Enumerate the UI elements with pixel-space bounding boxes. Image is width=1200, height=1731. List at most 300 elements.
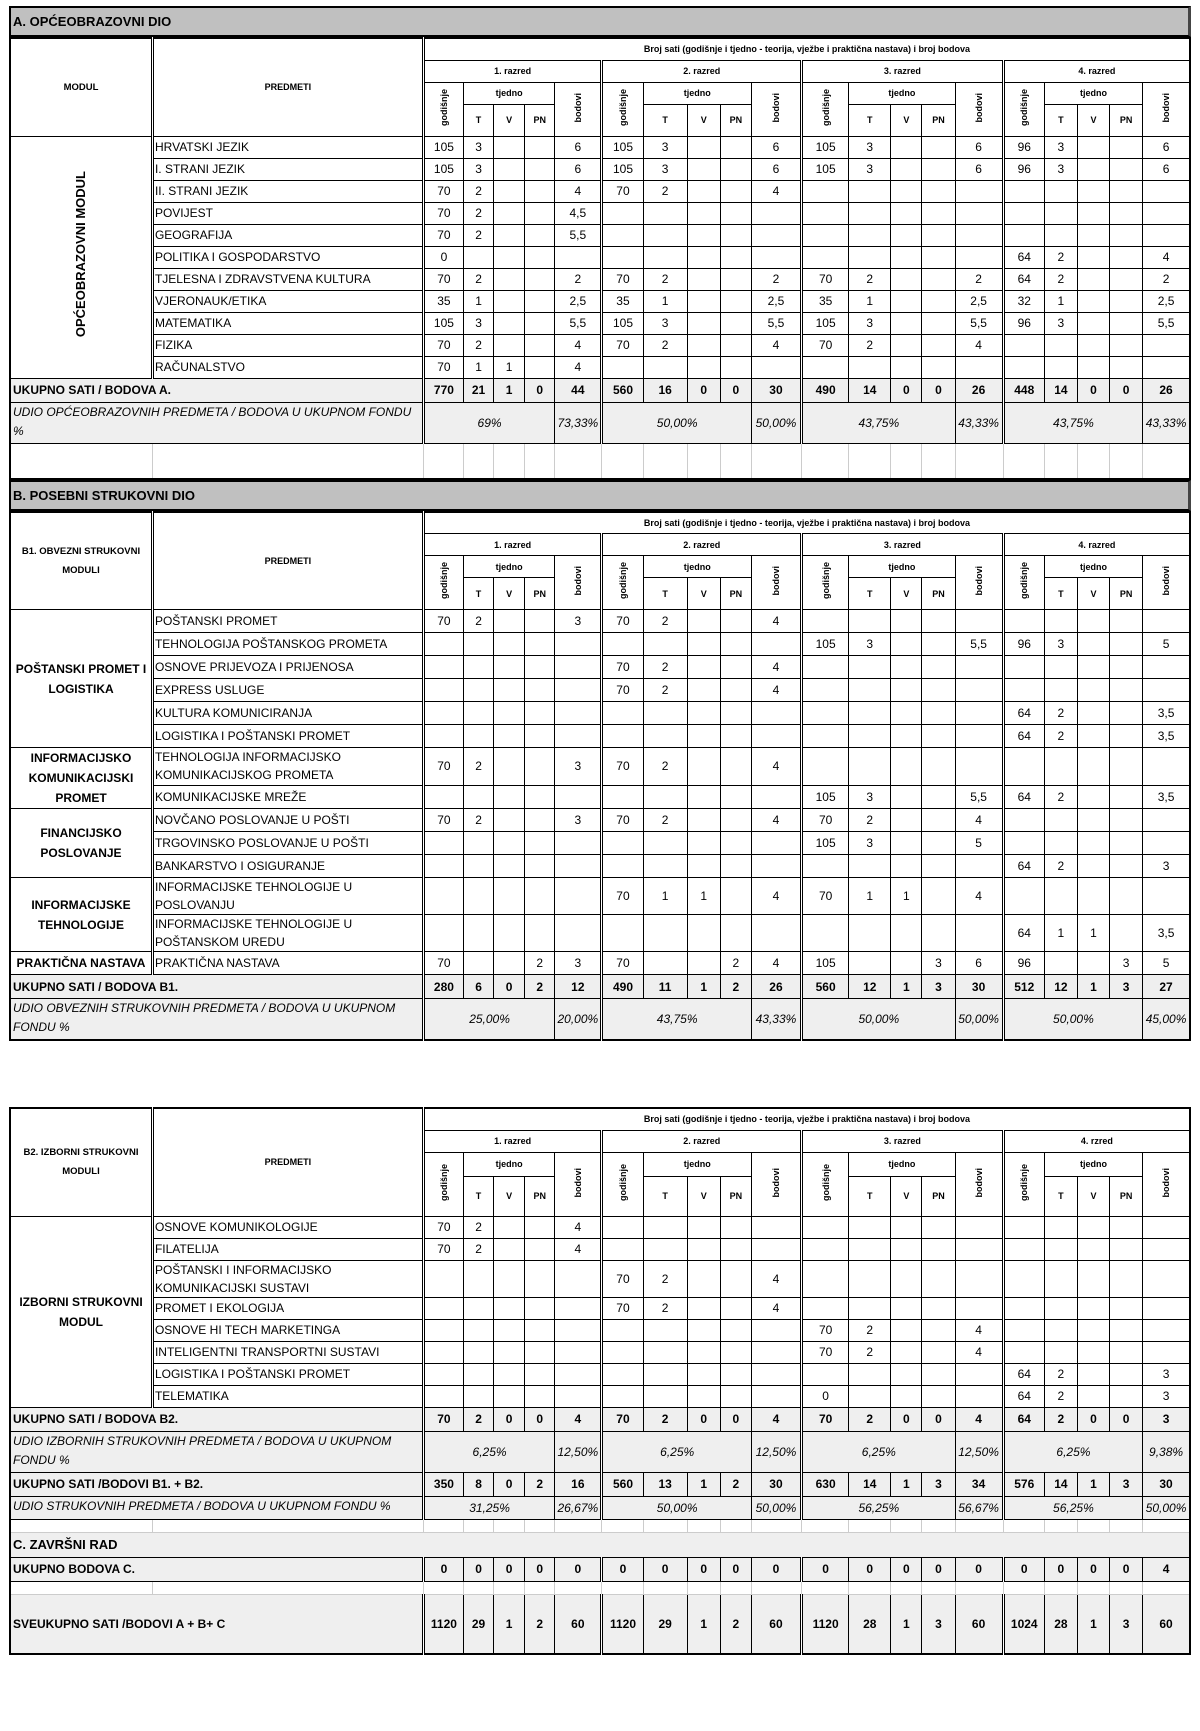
points-value: 4 <box>955 1341 1003 1363</box>
weekly-header: tjedno <box>463 82 554 104</box>
weekly-T-header: T <box>643 104 687 136</box>
points-value: 5,5 <box>555 224 602 246</box>
weekly-V-value <box>891 679 922 702</box>
points-value: 4 <box>955 1319 1003 1341</box>
grade-header: 3. razred <box>802 60 1004 82</box>
empty-cell <box>687 1519 720 1532</box>
module-name-text: OPĆEOBRAZOVNI MODUL <box>72 170 88 338</box>
annual-header-text: godišnje <box>438 562 449 600</box>
weekly-V-value <box>891 952 922 975</box>
points-header-text: bodovi <box>572 566 583 596</box>
module-name: INFORMACIJSKO KOMUNIKACIJSKI PROMET <box>10 748 152 809</box>
points-header <box>955 82 1003 136</box>
total-weekly-T: 21 <box>463 378 493 402</box>
total-annual: 1120 <box>602 1594 643 1654</box>
total-weekly-PN: 3 <box>1110 1594 1143 1654</box>
weekly-V-value <box>891 158 922 180</box>
points-value: 3 <box>555 952 602 975</box>
weekly-T-value <box>643 633 687 656</box>
points-header <box>555 1152 602 1216</box>
points-value <box>955 1238 1003 1260</box>
weekly-T-value <box>849 610 891 633</box>
weekly-PN-value <box>525 158 555 180</box>
weekly-PN-value <box>525 633 555 656</box>
total-points: 0 <box>751 1557 801 1581</box>
points-value <box>1143 832 1190 855</box>
weekly-PN-header: PN <box>922 1176 955 1216</box>
points-value: 3,5 <box>1143 915 1190 952</box>
annual-header-text: godišnje <box>1019 562 1030 600</box>
subject-row <box>10 809 1190 832</box>
empty-cell <box>1003 443 1044 479</box>
weekly-V-value <box>494 725 525 748</box>
weekly-PN-header: PN <box>525 578 555 610</box>
annual-value: 70 <box>423 356 463 378</box>
weekly-T-value <box>1044 610 1077 633</box>
points-value: 6 <box>955 158 1003 180</box>
total-weekly-V: 1 <box>494 1594 525 1654</box>
share-points-percent: 50,00% <box>751 402 801 443</box>
subject-row <box>10 915 1190 952</box>
weekly-T-value <box>849 1297 891 1319</box>
total-points: 30 <box>1143 1472 1190 1496</box>
points-value <box>751 246 801 268</box>
weekly-T-value: 3 <box>849 832 891 855</box>
weekly-V-value <box>891 224 922 246</box>
empty-cell <box>643 1519 687 1532</box>
weekly-PN-value <box>525 702 555 725</box>
subjects-header: PREDMETI <box>152 512 423 610</box>
weekly-T-value: 2 <box>1044 268 1077 290</box>
total-annual: 490 <box>802 378 849 402</box>
weekly-PN-value <box>1110 1319 1143 1341</box>
hours-caption: Broj sati (godišnje i tjedno - teorija, vježbe i praktična nastava) i broj bodova <box>423 512 1190 534</box>
weekly-PN-value <box>922 1319 955 1341</box>
weekly-T-value <box>463 832 493 855</box>
annual-value: 35 <box>602 290 643 312</box>
weekly-V-header: V <box>494 104 525 136</box>
weekly-PN-value <box>1110 679 1143 702</box>
weekly-V-value <box>687 809 720 832</box>
weekly-PN-value <box>1110 158 1143 180</box>
total-weekly-V: 1 <box>1077 975 1109 999</box>
subject-row <box>10 290 1190 312</box>
points-header <box>1143 1152 1190 1216</box>
points-value: 4 <box>555 180 602 202</box>
points-value: 3,5 <box>1143 725 1190 748</box>
weekly-PN-value <box>525 679 555 702</box>
annual-value <box>602 1216 643 1238</box>
weekly-T-value: 2 <box>463 1216 493 1238</box>
points-header <box>751 1152 801 1216</box>
weekly-V-value <box>891 1297 922 1319</box>
points-value <box>751 1319 801 1341</box>
subject-row <box>10 334 1190 356</box>
weekly-T-header: T <box>1044 1176 1077 1216</box>
total-weekly-T: 2 <box>849 1407 891 1431</box>
points-value: 3 <box>555 809 602 832</box>
weekly-V-value <box>687 679 720 702</box>
weekly-T-header: T <box>643 578 687 610</box>
points-value: 2 <box>751 268 801 290</box>
points-value: 2 <box>555 268 602 290</box>
weekly-V-value <box>494 748 525 786</box>
weekly-PN-value <box>1110 656 1143 679</box>
points-value <box>555 633 602 656</box>
weekly-PN-value <box>922 246 955 268</box>
subject-name: OSNOVE HI TECH MARKETINGA <box>152 1319 423 1341</box>
annual-value <box>602 1238 643 1260</box>
module-name: IZBORNI STRUKOVNI MODUL <box>10 1216 152 1407</box>
subject-row <box>10 1385 1190 1407</box>
total-points: 30 <box>751 378 801 402</box>
weekly-PN-value <box>922 832 955 855</box>
total-weekly-V: 0 <box>494 1557 525 1581</box>
annual-value: 64 <box>1003 915 1044 952</box>
total-points: 30 <box>955 975 1003 999</box>
total-weekly-V: 0 <box>1077 1557 1109 1581</box>
subject-row <box>10 832 1190 855</box>
weekly-V-value <box>1077 1216 1109 1238</box>
annual-value <box>802 702 849 725</box>
weekly-PN-value <box>922 1363 955 1385</box>
annual-value: 0 <box>802 1385 849 1407</box>
points-value <box>555 702 602 725</box>
weekly-PN-value <box>1110 633 1143 656</box>
total-points: 12 <box>555 975 602 999</box>
total-weekly-V: 0 <box>891 1407 922 1431</box>
share-points-percent: 26,67% <box>555 1496 602 1519</box>
weekly-PN-header: PN <box>525 104 555 136</box>
annual-value: 105 <box>602 312 643 334</box>
weekly-T-value <box>463 952 493 975</box>
annual-value: 70 <box>423 1238 463 1260</box>
weekly-PN-value <box>1110 809 1143 832</box>
total-weekly-V: 1 <box>1077 1594 1109 1654</box>
weekly-PN-value <box>1110 748 1143 786</box>
grade-header: 4. rzred <box>1003 1130 1190 1152</box>
module-name: PRAKTIČNA NASTAVA <box>10 952 152 975</box>
weekly-T-value: 3 <box>463 312 493 334</box>
weekly-V-value <box>1077 633 1109 656</box>
total-annual: 0 <box>602 1557 643 1581</box>
total-weekly-T: 14 <box>1044 378 1077 402</box>
weekly-V-value <box>891 246 922 268</box>
weekly-V-value <box>687 334 720 356</box>
weekly-T-value: 2 <box>849 809 891 832</box>
annual-header-text: godišnje <box>438 1163 449 1201</box>
points-header <box>555 556 602 610</box>
weekly-header: tjedno <box>463 1152 554 1176</box>
total-points: 30 <box>751 1472 801 1496</box>
total-weekly-PN: 0 <box>720 378 751 402</box>
weekly-T-value <box>463 702 493 725</box>
share1-row <box>10 1496 1190 1519</box>
points-header <box>955 556 1003 610</box>
weekly-V-header: V <box>1077 1176 1109 1216</box>
annual-value: 70 <box>802 268 849 290</box>
weekly-V-value <box>687 725 720 748</box>
weekly-T-value <box>849 952 891 975</box>
points-value: 3 <box>1143 855 1190 878</box>
annual-header-text: godišnje <box>617 1163 628 1201</box>
weekly-T-value: 2 <box>643 809 687 832</box>
annual-value: 64 <box>1003 1385 1044 1407</box>
points-value <box>751 1216 801 1238</box>
weekly-PN-value <box>720 855 751 878</box>
total-annual: 350 <box>423 1472 463 1496</box>
weekly-V-value <box>494 855 525 878</box>
weekly-PN-value <box>525 356 555 378</box>
weekly-V-value <box>1077 855 1109 878</box>
annual-value: 70 <box>602 878 643 915</box>
weekly-V-value <box>687 785 720 808</box>
total-weekly-T: 29 <box>643 1594 687 1654</box>
points-value <box>1143 1297 1190 1319</box>
total-weekly-T: 2 <box>1044 1407 1077 1431</box>
subject-name: BANKARSTVO I OSIGURANJE <box>152 855 423 878</box>
total-row <box>10 1407 1190 1431</box>
annual-value <box>602 224 643 246</box>
weekly-T-value <box>643 1385 687 1407</box>
subject-name: LOGISTIKA I POŠTANSKI PROMET <box>152 725 423 748</box>
weekly-V-value <box>891 809 922 832</box>
weekly-PN-value <box>922 878 955 915</box>
subject-name: MATEMATIKA <box>152 312 423 334</box>
annual-value <box>423 679 463 702</box>
weekly-V-value <box>687 268 720 290</box>
weekly-V-value <box>891 633 922 656</box>
weekly-PN-value <box>720 312 751 334</box>
annual-value <box>802 679 849 702</box>
weekly-T-value: 1 <box>1044 290 1077 312</box>
points-value <box>751 1385 801 1407</box>
weekly-T-value <box>643 702 687 725</box>
weekly-V-value <box>1077 158 1109 180</box>
weekly-V-value <box>891 748 922 786</box>
annual-value: 35 <box>423 290 463 312</box>
weekly-T-value <box>643 1341 687 1363</box>
weekly-PN-value <box>922 356 955 378</box>
annual-value <box>1003 1216 1044 1238</box>
empty-cell <box>1110 1519 1143 1532</box>
weekly-PN-value <box>922 224 955 246</box>
empty-cell <box>751 443 801 479</box>
annual-value <box>602 1341 643 1363</box>
weekly-T-value <box>643 224 687 246</box>
weekly-V-value <box>1077 136 1109 158</box>
points-value <box>751 915 801 952</box>
weekly-T-value: 3 <box>643 158 687 180</box>
weekly-PN-value <box>1110 312 1143 334</box>
total-weekly-PN: 2 <box>720 975 751 999</box>
weekly-PN-value <box>1110 136 1143 158</box>
points-value: 4 <box>751 334 801 356</box>
annual-value <box>423 915 463 952</box>
points-value: 2 <box>1143 268 1190 290</box>
weekly-T-value: 2 <box>849 268 891 290</box>
points-value <box>1143 202 1190 224</box>
weekly-V-header: V <box>494 578 525 610</box>
weekly-PN-value <box>720 334 751 356</box>
empty-cell <box>1143 1581 1190 1594</box>
share-label: UDIO STRUKOVNIH PREDMETA / BODOVA U UKUPNOM FONDU % <box>10 1496 423 1519</box>
weekly-T-header: T <box>849 578 891 610</box>
share-points-percent: 43,33% <box>1143 402 1190 443</box>
weekly-T-value: 3 <box>849 158 891 180</box>
weekly-PN-value <box>720 158 751 180</box>
total-weekly-PN: 0 <box>1110 378 1143 402</box>
subject-name: LOGISTIKA I POŠTANSKI PROMET <box>152 1363 423 1385</box>
annual-value <box>423 1260 463 1297</box>
annual-value <box>423 1363 463 1385</box>
weekly-PN-header: PN <box>1110 1176 1143 1216</box>
points-header-text: bodovi <box>1161 92 1172 123</box>
annual-value: 70 <box>602 656 643 679</box>
weekly-V-value <box>687 633 720 656</box>
subject-row <box>10 952 1190 975</box>
grade-header: 1. razred <box>423 534 602 556</box>
annual-value: 64 <box>1003 1363 1044 1385</box>
section-a-title: A. OPĆEOBRAZOVNI DIO <box>9 6 1191 37</box>
points-value <box>555 725 602 748</box>
points-value: 4 <box>751 610 801 633</box>
total-points: 34 <box>955 1472 1003 1496</box>
annual-value: 105 <box>802 136 849 158</box>
total-annual: 560 <box>602 378 643 402</box>
weekly-V-value <box>891 334 922 356</box>
weekly-V-value <box>1077 1363 1109 1385</box>
annual-header-text: godišnje <box>1019 1163 1030 1201</box>
weekly-T-value <box>849 246 891 268</box>
points-value <box>955 1363 1003 1385</box>
points-value <box>751 202 801 224</box>
weekly-T-header: T <box>849 104 891 136</box>
weekly-T-value <box>643 915 687 952</box>
weekly-PN-value <box>922 809 955 832</box>
weekly-V-value <box>494 136 525 158</box>
total-annual: 1024 <box>1003 1594 1044 1654</box>
subject-row <box>10 202 1190 224</box>
weekly-PN-value <box>1110 855 1143 878</box>
points-value: 3 <box>555 748 602 786</box>
annual-value: 70 <box>423 748 463 786</box>
grade-header: 3. razred <box>802 534 1004 556</box>
weekly-V-value <box>494 915 525 952</box>
weekly-T-value <box>849 1260 891 1297</box>
annual-value: 70 <box>602 809 643 832</box>
weekly-T-value <box>643 1238 687 1260</box>
empty-cell <box>1110 1581 1143 1594</box>
annual-value: 105 <box>602 136 643 158</box>
weekly-V-value <box>891 1363 922 1385</box>
annual-value <box>602 1363 643 1385</box>
empty-cell <box>10 443 152 479</box>
weekly-V-value <box>687 915 720 952</box>
annual-value: 70 <box>602 334 643 356</box>
total-weekly-V: 0 <box>891 378 922 402</box>
total-points: 3 <box>1143 1407 1190 1431</box>
annual-value <box>1003 679 1044 702</box>
weekly-T-value <box>643 785 687 808</box>
thin-row <box>10 1581 1190 1594</box>
weekly-T-value <box>643 1216 687 1238</box>
subject-name: TELEMATIKA <box>152 1385 423 1407</box>
weekly-T-value: 3 <box>849 785 891 808</box>
points-value: 4 <box>955 878 1003 915</box>
weekly-V-header: V <box>687 1176 720 1216</box>
points-value <box>751 855 801 878</box>
total-weekly-T: 0 <box>463 1557 493 1581</box>
weekly-T-value <box>463 1319 493 1341</box>
annual-value: 70 <box>423 809 463 832</box>
empty-cell <box>10 1519 152 1532</box>
weekly-PN-value <box>525 1319 555 1341</box>
weekly-T-value: 1 <box>463 356 493 378</box>
annual-header <box>602 1152 643 1216</box>
annual-value: 70 <box>802 334 849 356</box>
subjects-header: PREDMETI <box>152 38 423 136</box>
empty-cell <box>423 443 463 479</box>
annual-value <box>423 1341 463 1363</box>
annual-value: 105 <box>423 312 463 334</box>
points-header <box>555 82 602 136</box>
total-points: 60 <box>1143 1594 1190 1654</box>
weekly-V-value <box>891 1319 922 1341</box>
points-value: 5,5 <box>955 633 1003 656</box>
weekly-PN-value <box>525 136 555 158</box>
weekly-header: tjedno <box>1044 1152 1142 1176</box>
weekly-T-value <box>849 915 891 952</box>
weekly-T-header: T <box>463 578 493 610</box>
total-weekly-V: 1 <box>891 1594 922 1654</box>
annual-value <box>423 785 463 808</box>
annual-value <box>423 702 463 725</box>
annual-value <box>602 915 643 952</box>
weekly-V-value <box>494 809 525 832</box>
total-annual: 490 <box>602 975 643 999</box>
total-weekly-V: 0 <box>494 975 525 999</box>
points-value <box>751 725 801 748</box>
weekly-V-value <box>494 878 525 915</box>
total-weekly-PN: 0 <box>922 1557 955 1581</box>
subject-row <box>10 246 1190 268</box>
share-hours-percent: 56,25% <box>802 1496 955 1519</box>
annual-value: 35 <box>802 290 849 312</box>
weekly-T-value <box>849 224 891 246</box>
subject-name: PRAKTIČNA NASTAVA <box>152 952 423 975</box>
points-value: 4 <box>751 809 801 832</box>
weekly-V-value <box>687 748 720 786</box>
share-points-percent: 12,50% <box>955 1431 1003 1472</box>
weekly-T-header: T <box>463 1176 493 1216</box>
annual-header-text: godišnje <box>617 562 628 600</box>
annual-value <box>423 832 463 855</box>
empty-cell <box>423 1581 463 1594</box>
total-weekly-T: 8 <box>463 1472 493 1496</box>
weekly-T-value <box>1044 1238 1077 1260</box>
points-header-text: bodovi <box>1161 566 1172 596</box>
points-value <box>955 610 1003 633</box>
weekly-T-value <box>463 878 493 915</box>
weekly-V-value <box>687 952 720 975</box>
points-header <box>955 1152 1003 1216</box>
annual-header-text: godišnje <box>617 88 628 126</box>
points-header-text: bodovi <box>973 566 984 596</box>
weekly-T-value <box>1044 202 1077 224</box>
empty-cell <box>602 1581 643 1594</box>
weekly-V-value <box>494 702 525 725</box>
